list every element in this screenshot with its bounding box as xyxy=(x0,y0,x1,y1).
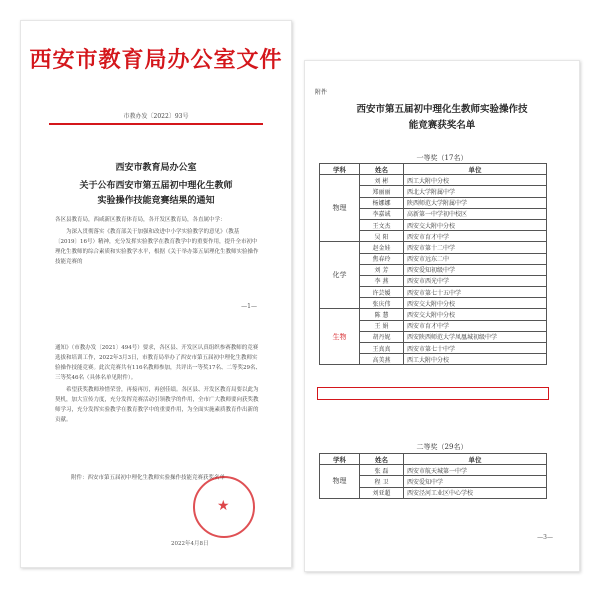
table-row xyxy=(320,242,547,253)
annex-label: 附件 xyxy=(315,89,328,96)
table-header-row xyxy=(320,164,547,175)
subject-cell: 物理 xyxy=(320,175,360,242)
seal-date: 2022年4月8日 xyxy=(171,541,209,547)
list-title-line-2: 能竞赛获奖名单 xyxy=(408,120,476,131)
table-row xyxy=(320,309,547,320)
subject-cell xyxy=(320,309,360,365)
paragraph-1: 为深入贯彻落实《教育部关于加强和改进中小学实验教学的意见》（教基〔2019〕16号）精神，充分发挥实验教学在教育教学中的重要作用，提升全市初中理化生教师的综合素质和实验教学水平，根据《关于举办第五届理化生教师实验操作技能竞赛的 xyxy=(55,229,259,265)
name-cell: 郑丽丽 xyxy=(360,186,404,197)
subject-cell: 化学 xyxy=(320,242,360,309)
unit-cell: 西工大附中分校 xyxy=(404,175,547,186)
unit-cell: 西安交大附中分校 xyxy=(404,298,547,309)
unit-cell: 西安爱知中学 xyxy=(404,476,547,487)
unit-cell: 高新第一中学初中校区 xyxy=(404,208,547,219)
name-cell: 王真真 xyxy=(360,343,404,354)
unit-cell: 西安泾河工业区中心学校 xyxy=(404,487,547,498)
header-unit: 单位 xyxy=(404,454,547,465)
first-prize-heading: 一等奖（17名） xyxy=(416,154,468,162)
name-cell: 杨娜娜 xyxy=(360,197,404,208)
subject-cell: 物理 xyxy=(320,465,360,499)
notice-body-1 xyxy=(55,215,261,269)
unit-cell: 西安交大附中分校 xyxy=(404,309,547,320)
name-cell: 李嘉诚 xyxy=(360,208,404,219)
award-list-page xyxy=(304,60,580,572)
name-cell: 张庆伟 xyxy=(360,298,404,309)
seal-star-icon: ★ xyxy=(217,498,230,514)
header-unit: 单位 xyxy=(404,164,547,175)
name-cell: 王文杰 xyxy=(360,219,404,230)
name-cell: 高美燕 xyxy=(360,354,404,365)
name-cell: 胡丹妮 xyxy=(360,331,404,342)
unit-cell: 西安市远东二中 xyxy=(404,253,547,264)
official-seal-icon xyxy=(193,476,255,538)
unit-cell: 西安爱知初级中学 xyxy=(404,264,547,275)
unit-cell: 西安市第七十五中学 xyxy=(404,287,547,298)
unit-cell: 西安市第七十中学 xyxy=(404,343,547,354)
second-prize-heading: 二等奖（29名） xyxy=(416,443,468,451)
page-number-1: —1— xyxy=(241,303,257,310)
list-title-line-1: 西安市第五届初中理化生教师实验操作技 xyxy=(356,104,528,115)
name-cell: 刘 彬 xyxy=(360,175,404,186)
notice-body-2 xyxy=(55,343,261,427)
header-name: 姓名 xyxy=(360,454,404,465)
table-row xyxy=(320,465,547,476)
red-divider xyxy=(49,123,263,125)
name-cell: 刘亚超 xyxy=(360,487,404,498)
subject-biology: 生物 xyxy=(332,332,347,341)
name-cell: 刘 芳 xyxy=(360,264,404,275)
table-header-row xyxy=(320,454,547,465)
unit-cell: 西北大学附属中学 xyxy=(404,186,547,197)
name-cell: 张 磊 xyxy=(360,465,404,476)
unit-cell: 陕西师范大学附属中学 xyxy=(404,197,547,208)
page-number-3: —3— xyxy=(537,534,553,541)
unit-cell: 西安市育才中学 xyxy=(404,231,547,242)
unit-cell: 西安交大附中分校 xyxy=(404,219,547,230)
name-cell: 赵金娃 xyxy=(360,242,404,253)
name-cell: 李 燕 xyxy=(360,275,404,286)
notice-title-line-1: 关于公布西安市第五届初中理化生教师 xyxy=(79,181,233,191)
unit-cell: 西安市航天城第一中学 xyxy=(404,465,547,476)
document-header: 西安市教育局办公室文件 xyxy=(29,47,283,73)
unit-cell: 西安陕西师范大学凤凰城初级中学 xyxy=(404,331,547,342)
name-cell: 吴 阳 xyxy=(360,231,404,242)
name-cell: 焦春玲 xyxy=(360,253,404,264)
first-prize-table xyxy=(319,163,547,365)
notice-title-line-2: 实验操作技能竞赛结果的通知 xyxy=(97,196,215,206)
table-row xyxy=(320,175,547,186)
highlight-frame xyxy=(317,387,549,400)
issuer: 西安市教育局办公室 xyxy=(115,163,197,173)
name-cell: 许芸媛 xyxy=(360,287,404,298)
second-prize-table xyxy=(319,453,547,499)
attachment-text: 附件：西安市第五届初中理化生教师实验操作技能竞赛获奖名单 xyxy=(71,475,226,481)
document-number: 市教办发〔2022〕93号 xyxy=(123,113,189,120)
salutation: 各区县教育局，西咸新区教育体育局，各开发区教育局，各直属中学： xyxy=(55,217,226,223)
unit-cell: 西安市西光中学 xyxy=(404,275,547,286)
unit-cell: 西安市第十二中学 xyxy=(404,242,547,253)
name-cell: 王 娟 xyxy=(360,320,404,331)
name-cell: 陈 慧 xyxy=(360,309,404,320)
unit-cell: 西工大附中分校 xyxy=(404,354,547,365)
header-name: 姓名 xyxy=(360,164,404,175)
name-cell: 程 卫 xyxy=(360,476,404,487)
paragraph-3: 希望获奖教师珍惜荣誉，再接再厉，再创佳绩。各区县、开发区教育局要以此为契机，加大宣传力度，充分发挥竞赛活动引领教学的作用，全市广大教师要向获奖教师学习，充分发挥实验教学在教育教学中的重要作用，为全面实施素质教育作出新的贡献。 xyxy=(55,387,259,423)
header-subject: 学科 xyxy=(320,164,360,175)
notice-page xyxy=(20,20,292,568)
paragraph-2: 通知》（市教办发〔2021〕494号）要求，各区县、开发区认真组织参赛教师的竞赛选拔和培训工作，2022年3月3日，市教育局举办了西安市第五届初中理化生教师实验操作技能竞赛。此次竞赛共有116名教师参加，共评出一等奖17名、二等奖29名、三等奖46名（具体名单见附件）。 xyxy=(55,345,261,381)
unit-cell: 西安市育才中学 xyxy=(404,320,547,331)
header-subject: 学科 xyxy=(320,454,360,465)
